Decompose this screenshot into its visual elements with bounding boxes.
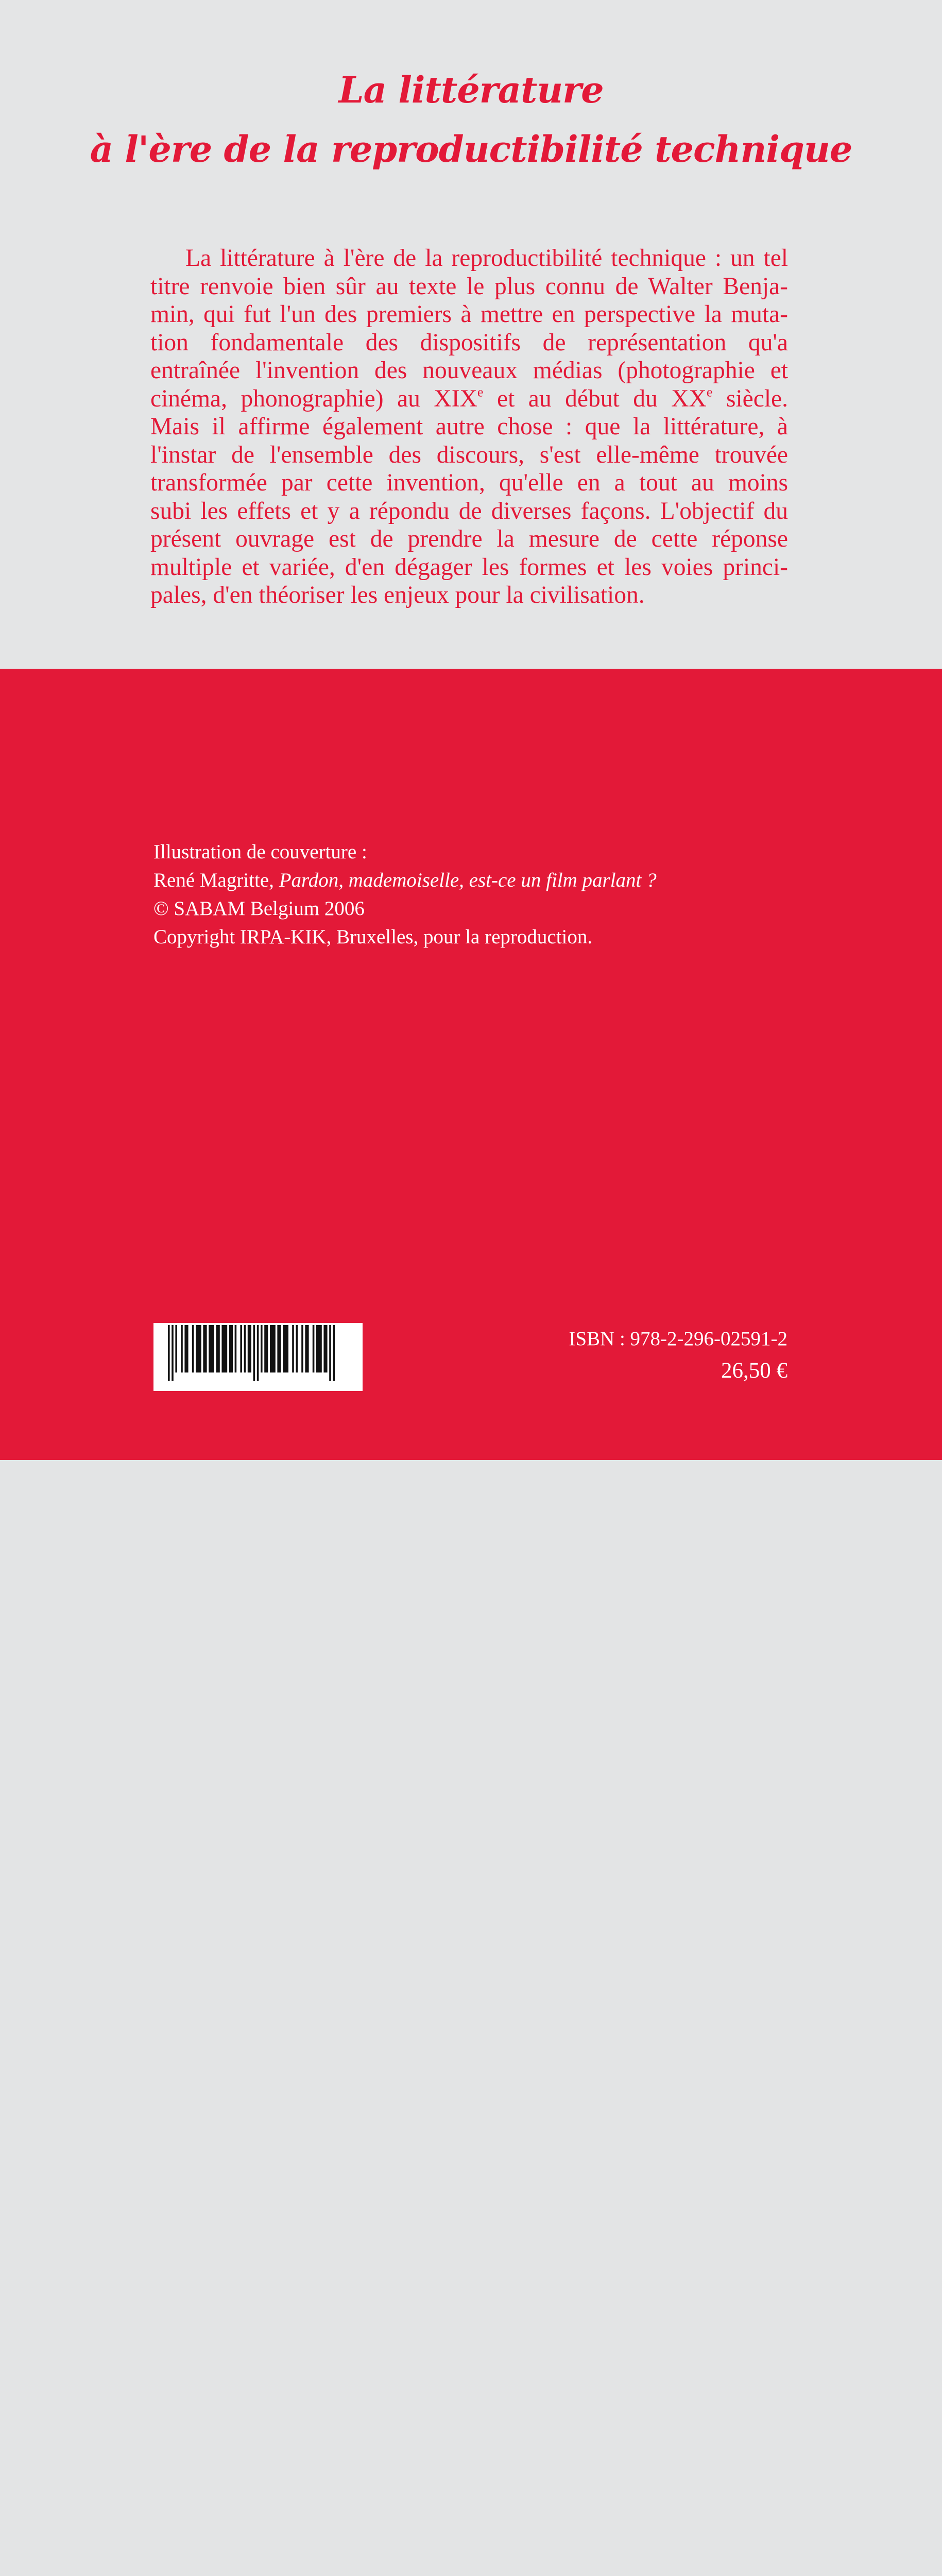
barcode-bar xyxy=(221,1325,227,1372)
barcode-bars xyxy=(153,1323,363,1391)
barcode-bar xyxy=(277,1325,281,1372)
blurb-line-part: siècle. xyxy=(712,385,789,412)
barcode-bar xyxy=(209,1325,214,1372)
blurb-line-part: cinéma, phonographie) au XIX xyxy=(150,385,477,412)
barcode-bar xyxy=(333,1325,335,1381)
credits-copyright-irpa: Copyright IRPA-KIK, Bruxelles, pour la reproduction. xyxy=(153,926,593,948)
barcode-bar xyxy=(244,1325,246,1372)
credits-heading: Illustration de couverture : xyxy=(153,841,367,863)
barcode-bar xyxy=(270,1325,276,1372)
barcode-bar xyxy=(257,1325,259,1381)
superscript: e xyxy=(477,384,484,399)
upper-panel xyxy=(0,0,942,669)
credits-artist: René Magritte, xyxy=(153,869,279,891)
barcode-bar xyxy=(305,1325,309,1372)
barcode-bar xyxy=(168,1325,170,1381)
blurb-line: présent ouvrage est de prendre la mesure de cette réponse xyxy=(150,526,788,552)
illustration-credits xyxy=(153,838,823,951)
credits-artwork-title: Pardon, mademoiselle, est-ce un film parlant ? xyxy=(279,869,657,891)
barcode-bar xyxy=(292,1325,294,1372)
lower-panel xyxy=(0,669,942,1460)
barcode-bar xyxy=(240,1325,242,1372)
blurb-text xyxy=(150,244,788,609)
blurb-line: Mais il affirme également autre chose : que la littérature, à xyxy=(150,413,788,440)
barcode-bar xyxy=(329,1325,331,1381)
blurb-line: min, qui fut l'un des premiers à mettre en perspective la muta- xyxy=(150,301,788,328)
barcode-bar xyxy=(248,1325,251,1372)
barcode-bar xyxy=(323,1325,327,1372)
book-title-line-2: à l'ère de la reproductibilité technique xyxy=(90,128,852,171)
barcode-bar xyxy=(175,1325,177,1372)
barcode-bar xyxy=(203,1325,207,1372)
blurb-line: tion fondamentale des dispositifs de représentation qu'a xyxy=(150,329,788,356)
barcode-bar xyxy=(229,1325,233,1372)
credits-copyright-sabam: © SABAM Belgium 2006 xyxy=(153,897,365,920)
blurb-line: multiple et variée, d'en dégager les formes et les voies princi- xyxy=(150,553,788,581)
blurb-line: l'instar de l'ensemble des discours, s'est elle-même trouvée xyxy=(150,441,788,468)
barcode-bar xyxy=(196,1325,201,1372)
blurb-line: pales, d'en théoriser les enjeux pour la civilisation. xyxy=(150,582,645,608)
barcode-bar xyxy=(283,1325,288,1372)
barcode-bar xyxy=(261,1325,263,1372)
blurb-line-part: et au début du XX xyxy=(483,385,707,412)
barcode-bar xyxy=(301,1325,303,1372)
barcode xyxy=(153,1323,363,1391)
barcode-bar xyxy=(313,1325,315,1372)
book-title-line-1: La littérature xyxy=(338,69,604,111)
barcode-bar xyxy=(172,1325,174,1381)
barcode-bar xyxy=(296,1325,298,1372)
blurb-line: transformée par cette invention, qu'elle en a tout au moins xyxy=(150,469,788,496)
price: 26,50 € xyxy=(721,1359,787,1383)
barcode-bar xyxy=(184,1325,188,1372)
barcode-bar xyxy=(316,1325,322,1372)
credits-artwork-line xyxy=(153,866,823,894)
barcode-bar xyxy=(192,1325,194,1372)
barcode-bar xyxy=(181,1325,183,1372)
blurb-line: La littérature à l'ère de la reproductibilité technique : un tel xyxy=(185,245,788,272)
barcode-bar xyxy=(235,1325,237,1372)
blurb-line: titre renvoie bien sûr au texte le plus connu de Walter Benja- xyxy=(150,273,788,300)
blurb-line: entraînée l'invention des nouveaux médias (photographie et xyxy=(150,357,788,384)
blurb-line: subi les effets et y a répondu de diverses façons. L'objectif du xyxy=(150,497,788,524)
barcode-bar xyxy=(264,1325,268,1372)
isbn: ISBN : 978-2-296-02591-2 xyxy=(569,1328,787,1350)
blurb-line-with-superscripts xyxy=(150,385,788,413)
barcode-bar xyxy=(253,1325,255,1381)
barcode-bar xyxy=(216,1325,220,1372)
superscript: e xyxy=(706,384,713,399)
